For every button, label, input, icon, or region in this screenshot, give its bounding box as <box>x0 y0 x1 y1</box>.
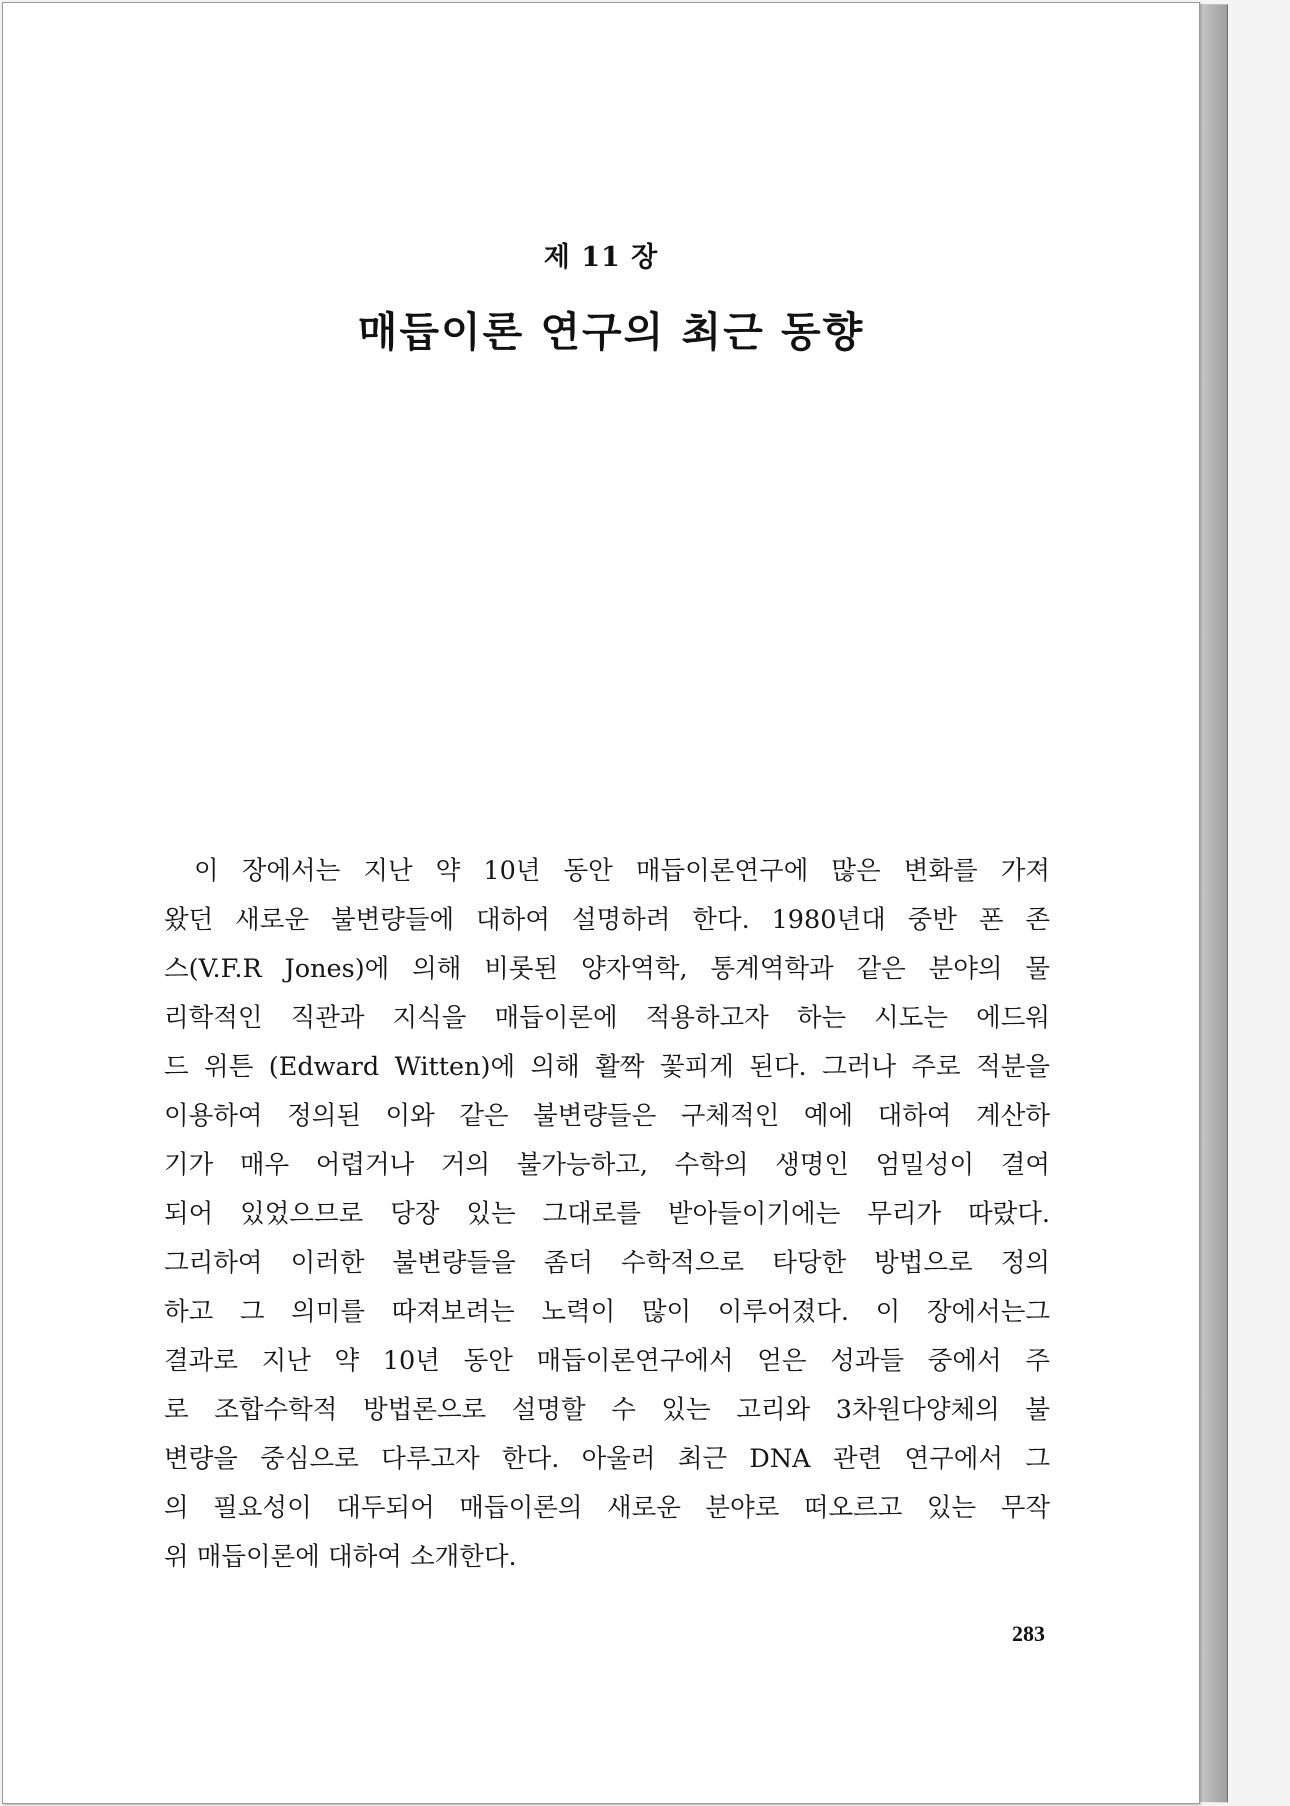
body-line: 리학적인 직관과 지식을 매듭이론에 적용하고자 하는 시도는 에드워 <box>164 1003 1050 1033</box>
body-line: 왔던 새로운 불변량들에 대하여 설명하려 한다. 1980년대 중반 폰 존 <box>164 905 1050 935</box>
body-paragraph <box>164 847 1050 1582</box>
chapter-title: 매듭이론 연구의 최근 동향 <box>357 308 865 356</box>
chapter-number: 제 11 장 <box>543 242 659 273</box>
body-line: 위 매듭이론에 대하여 소개한다. <box>164 1542 517 1572</box>
body-line: 변량을 중심으로 다루고자 한다. 아울러 최근 DNA 관련 연구에서 그 <box>164 1444 1050 1474</box>
body-line: 하고 그 의미를 따져보려는 노력이 많이 이루어졌다. 이 장에서는그 <box>164 1297 1050 1327</box>
body-line: 의 필요성이 대두되어 매듭이론의 새로운 분야로 떠오르고 있는 무작 <box>164 1493 1050 1523</box>
page-number: 283 <box>1012 1621 1045 1646</box>
body-line: 그리하여 이러한 불변량들을 좀더 수학적으로 타당한 방법으로 정의 <box>164 1248 1050 1278</box>
body-line: 이용하여 정의된 이와 같은 불변량들은 구체적인 예에 대하여 계산하 <box>164 1101 1050 1131</box>
body-line: 로 조합수학적 방법론으로 설명할 수 있는 고리와 3차원다양체의 불 <box>164 1395 1050 1425</box>
body-line: 스(V.F.R Jones)에 의해 비롯된 양자역학, 통계역학과 같은 분야의 물 <box>164 954 1050 984</box>
book-page <box>2 2 1200 1804</box>
body-line: 결과로 지난 약 10년 동안 매듭이론연구에서 얻은 성과들 중에서 주 <box>164 1346 1050 1376</box>
body-line: 되어 있었으므로 당장 있는 그대로를 받아들이기에는 무리가 따랐다. <box>164 1199 1050 1229</box>
body-line: 드 위튼 (Edward Witten)에 의해 활짝 꽃피게 된다. 그러나 주로 적분을 <box>164 1052 1050 1082</box>
body-line: 기가 매우 어렵거나 거의 불가능하고, 수학의 생명인 엄밀성이 결여 <box>164 1150 1050 1180</box>
body-line: 이 장에서는 지난 약 10년 동안 매듭이론연구에 많은 변화를 가져 <box>194 856 1050 886</box>
